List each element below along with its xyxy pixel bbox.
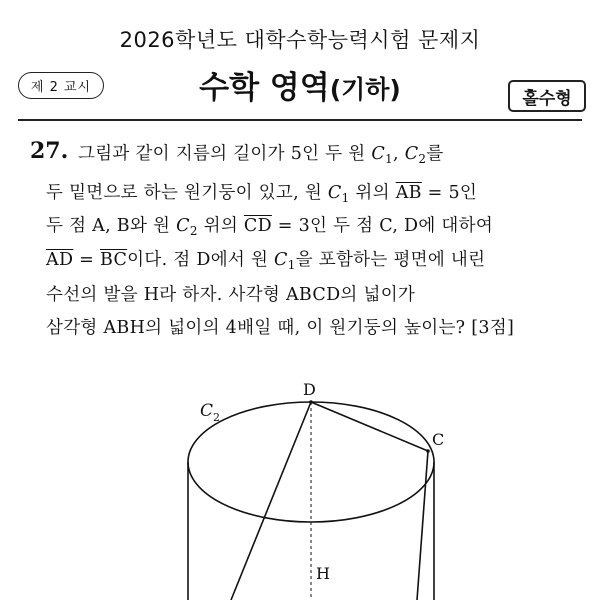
circle-c2: C	[404, 144, 419, 164]
question-line-3: 두 점 A, B와 원 $C_2$ 위의 $\overline{CD} = 3$인 두 점 C, D에 대하여	[46, 216, 494, 238]
exam-type-box: 홀수형	[508, 80, 586, 112]
question-line-5: 수선의 발을 H라 하자. 사각형 ABCD의 넓이가	[46, 285, 416, 305]
point-d	[309, 400, 313, 404]
question-line-2: 두 밑면으로 하는 원기둥이 있고, 원 $C_1$ 위의 $\overline{AB} = 5$인	[46, 183, 478, 205]
point-c	[426, 449, 430, 453]
label-c2: $C_2$	[200, 401, 221, 424]
segment-cb-line	[417, 451, 428, 600]
question-number: 27.	[30, 138, 69, 164]
segment-ab: $\overline{AB}$	[395, 183, 422, 203]
segment-cd: $\overline{CD}$	[243, 216, 272, 236]
session-badge: 제 2 교시	[18, 72, 104, 99]
segment-bc: $\overline{BC}$	[99, 250, 128, 270]
question-line-4: $\overline{AD} = \overline{BC}$이다. 점 D에서 원 $C_1$을 포함하는 평면에 내린	[46, 250, 486, 272]
segment-da-line	[231, 402, 311, 600]
label-d: D	[303, 380, 316, 399]
label-h: H	[316, 564, 330, 583]
subject-subtitle: (기하)	[329, 75, 401, 104]
exam-title: 2026학년도 대학수학능력시험 문제지	[119, 28, 481, 52]
segment-ad: $\overline{AD}$	[46, 250, 74, 270]
circle-c1: C	[371, 144, 386, 164]
label-c: C	[432, 430, 445, 449]
subject-name: 수학 영역	[199, 70, 330, 106]
question-line-6: 삼각형 ABH의 넓이의 4배일 때, 이 원기둥의 높이는? [3점]	[46, 318, 515, 338]
question-line-1: 그림과 같이 지름의 길이가 5인 두 원 $C_1$, $C_2$를	[78, 144, 444, 166]
